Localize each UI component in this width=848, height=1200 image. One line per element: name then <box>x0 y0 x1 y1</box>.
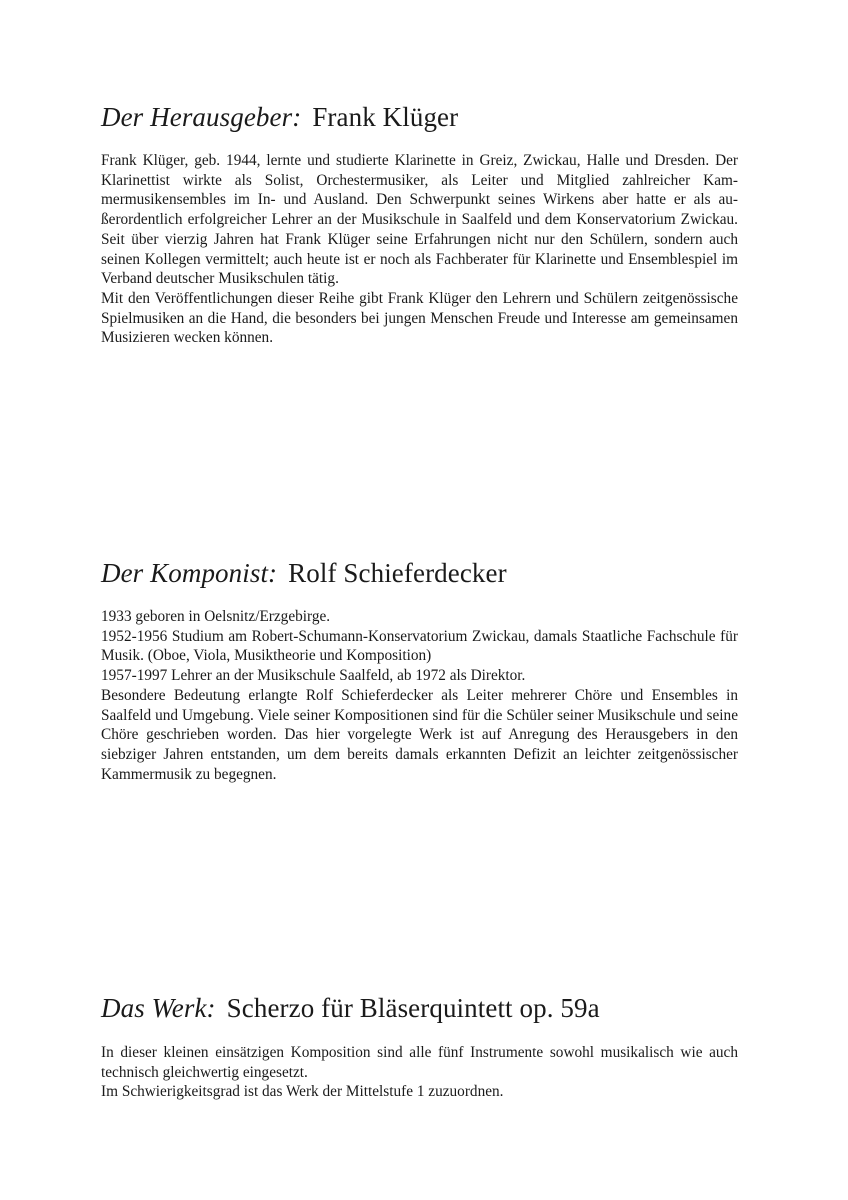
paragraph: 1952-1956 Studium am Robert-Schumann-Konservatorium Zwickau, damals Staatliche Fachschule für Musik. (Oboe, Viola, Musiktheorie und Komposition) <box>101 627 738 665</box>
section-heading <box>101 101 738 133</box>
paragraph: Frank Klüger, geb. 1944, lernte und studierte Klarinette in Greiz, Zwickau, Halle und Dresden. Der Klarinettist wirkte als Solist, Orchestermusiker, als Leiter und Mitglied zahlreicher Kammermusikensembles im In- und Ausland. Den Schwerpunkt seines Wirkens aber hatte er als außerordentlich erfolgreicher Lehrer an der Musikschule in Saalfeld und dem Konservatorium Zwickau. Seit über vierzig Jahren hat Frank Klüger seine Erfahrungen nicht nur den Schülern, sondern auch seinen Kollegen vermittelt; auch heute ist er noch als Fachberater für Klarinette und Ensemblespiel im Verband deutscher Musikschulen tätig. <box>101 152 738 288</box>
section-body <box>101 151 738 348</box>
heading-label: Der Komponist: <box>101 558 278 588</box>
section-body <box>101 1043 738 1102</box>
section-body <box>101 607 738 784</box>
paragraph: 1957-1997 Lehrer an der Musikschule Saalfeld, ab 1972 als Direktor. <box>101 667 526 685</box>
heading-name: Frank Klüger <box>312 102 459 132</box>
paragraph: Im Schwierigkeitsgrad ist das Werk der Mittelstufe 1 zuzuordnen. <box>101 1083 504 1101</box>
heading-label: Der Herausgeber: <box>101 102 302 132</box>
heading-label: Das Werk: <box>101 993 216 1023</box>
paragraph: Mit den Veröffentlichungen dieser Reihe gibt Frank Klüger den Lehrern und Schülern zeitgenössische Spielmusiken an die Hand, die besonders bei jungen Menschen Freude und Interesse am gemeinsamen Musizieren wecken können. <box>101 289 738 347</box>
heading-name: Scherzo für Bläserquintett op. 59a <box>226 993 600 1023</box>
paragraph: 1933 geboren in Oelsnitz/Erzgebirge. <box>101 608 331 625</box>
section-heading <box>101 557 738 589</box>
paragraph: In dieser kleinen einsätzigen Komposition sind alle fünf Instrumente sowohl musikalisch wie auch technisch gleichwertig eingesetzt. <box>101 1044 738 1081</box>
section-komponist <box>101 557 738 784</box>
heading-name: Rolf Schieferdecker <box>288 558 507 588</box>
paragraph: Besondere Bedeutung erlangte Rolf Schieferdecker als Leiter mehrerer Chöre und Ensembles in Saalfeld und Umgebung. Viele seiner Kompositionen sind für die Schüler seiner Musikschule und seine Chöre geschrieben worden. Das hier vorgelegte Werk ist auf Anregung des Herausgebers in den siebziger Jahren entstanden, um dem bereits damals erkannten Defizit an leichter zeitgenössischer Kammermusik zu begegnen. <box>101 686 738 783</box>
section-werk <box>101 992 738 1102</box>
section-herausgeber <box>101 101 738 348</box>
section-heading <box>101 992 738 1024</box>
